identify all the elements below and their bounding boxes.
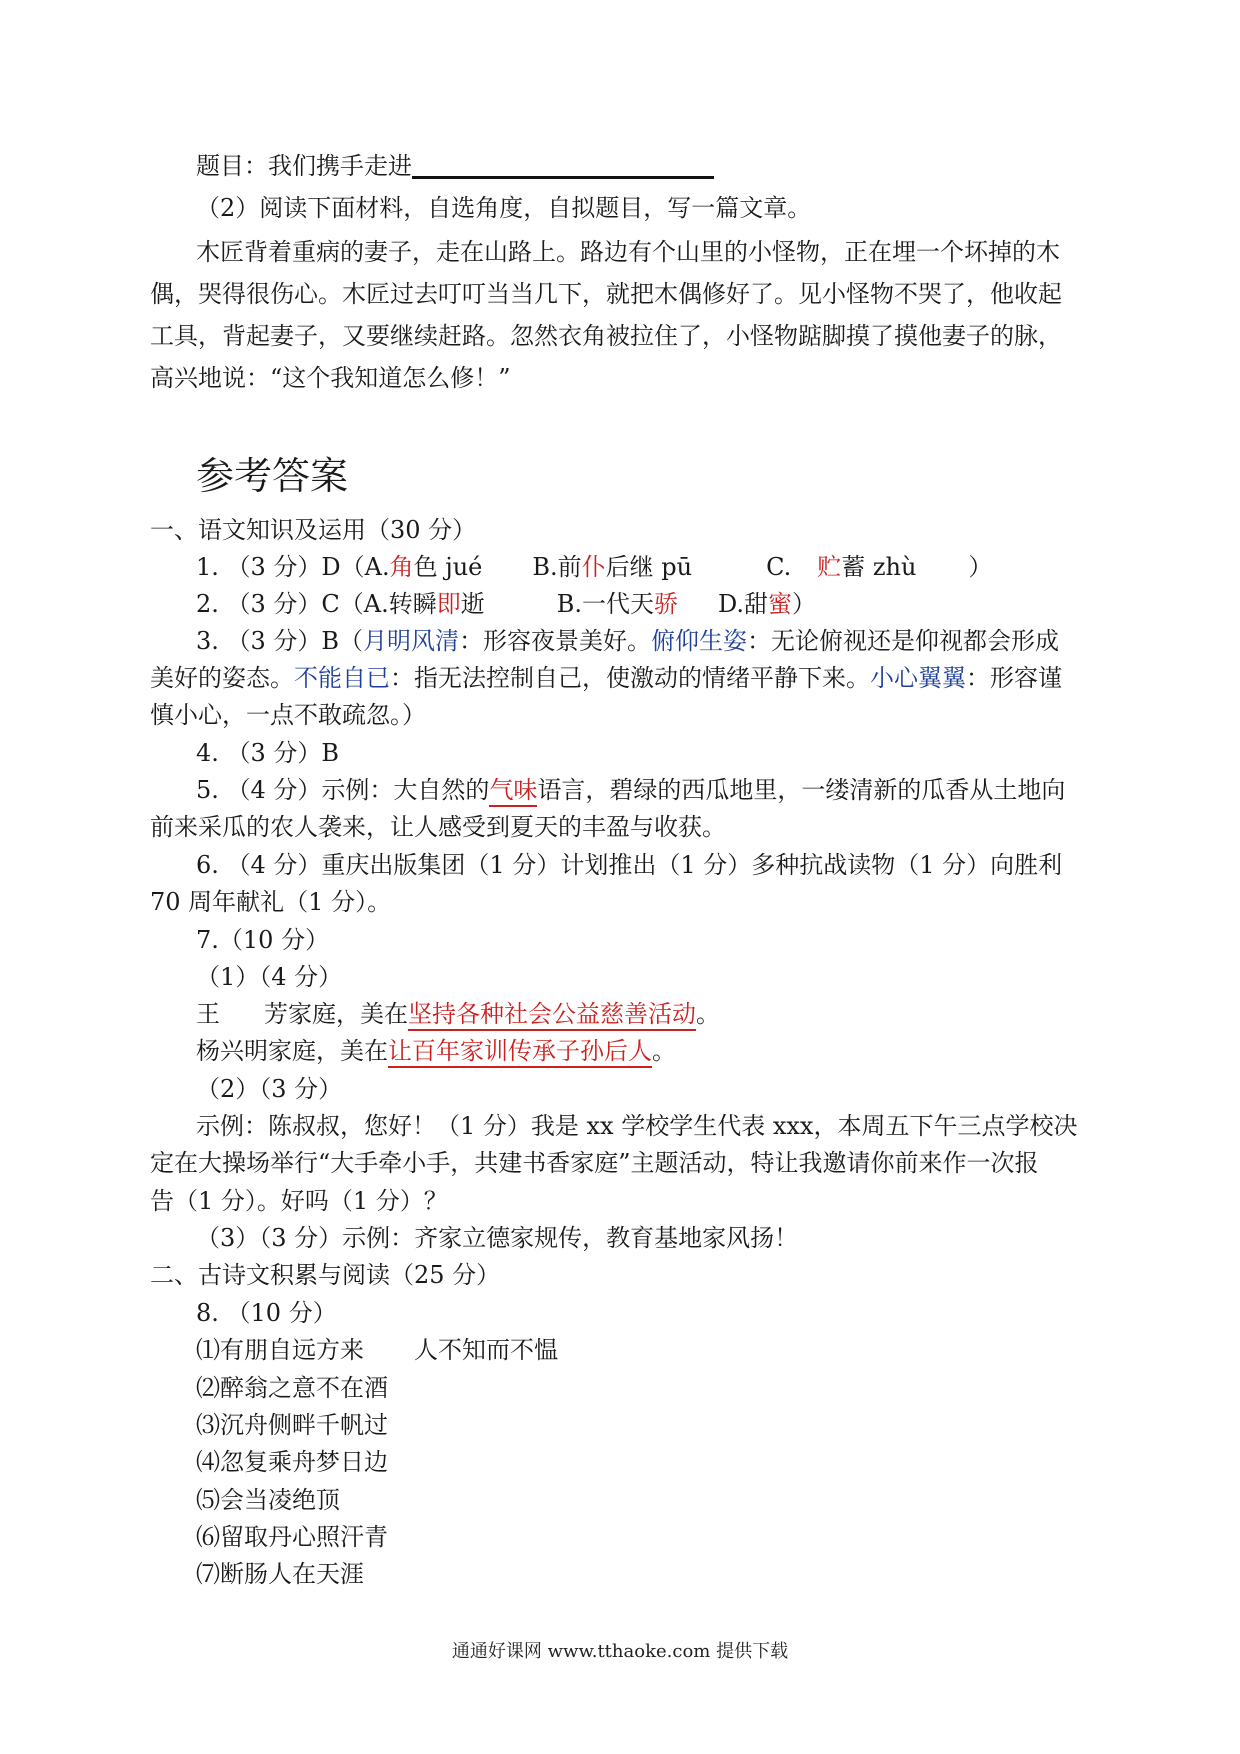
answer-8-line-1: [196, 1334, 558, 1366]
answer-7-wang: [196, 998, 720, 1030]
answer-2-c-char: 蜜: [768, 590, 793, 618]
answer-1-c-lead: C.: [766, 553, 792, 581]
answer-5-lead: 5. （4 分）示例：大自然的: [196, 776, 490, 804]
answer-1-a-rest: 色 jué: [413, 553, 483, 581]
answer-1-close: ）: [968, 553, 993, 581]
idiom-1-def: ：形容夜景美好。: [459, 627, 652, 655]
idiom-4: 小心翼翼: [870, 664, 966, 692]
wang-end: 。: [696, 1000, 720, 1028]
idiom-2-def: ：无论俯视还是仰视都会形成: [747, 627, 1060, 655]
page-footer: 通通好课网 www.tthaoke.com 提供下载: [451, 1641, 789, 1662]
answer-5-keyword: 气味: [489, 776, 537, 807]
topic-blank: [412, 150, 714, 179]
answer-7-part-2-line-2: 定在大操场举行“大手牵小手，共建书香家庭”主题活动，特让我邀请你前来作一次报: [150, 1149, 1039, 1177]
answer-7-part-1: （1）（4 分）: [196, 963, 343, 991]
answer-8-line-4: ⑷忽复乘舟梦日边: [196, 1448, 388, 1476]
yang-answer: 让百年家训传承子孙后人: [388, 1037, 652, 1068]
answer-5-line-2: 前来采瓜的农人袭来，让人感受到夏天的丰盈与收获。: [150, 813, 726, 841]
answer-3-line-1: [196, 625, 1059, 657]
answer-1: [196, 551, 992, 583]
answer-2-a-char: 即: [436, 590, 461, 618]
answer-2-close: ）: [792, 590, 817, 618]
idiom-3-def: ：指无法控制自己，使激动的情绪平静下来。: [390, 664, 870, 692]
answer-7-yang: [196, 1035, 676, 1067]
answer-2-b-char: 骄: [654, 590, 679, 618]
answer-2-b-lead: B.一代天: [556, 590, 655, 618]
yang-end: 。: [652, 1037, 676, 1065]
answer-2-c-lead: D.甜: [718, 590, 769, 618]
answer-1-b-lead: B.前: [532, 553, 582, 581]
answer-1-c-char: 贮: [817, 553, 842, 581]
topic-label: 题目：我们携手走进: [196, 152, 412, 180]
answer-2-lead: 2. （3 分）C（A.转瞬: [196, 590, 437, 618]
answer-7-part-2-line-3: 告（1 分）。好吗（1 分）？: [150, 1187, 448, 1215]
answer-6-line-2: 70 周年献礼（1 分）。: [150, 888, 392, 916]
answer-8-line-7: ⑺断肠人在天涯: [196, 1560, 364, 1588]
answer-8-1b: 人不知而不愠: [414, 1336, 558, 1364]
answer-2: [196, 588, 816, 620]
story-line-4: 高兴地说：“这个我知道怎么修！”: [150, 364, 511, 392]
answer-3-line-3: 慎小心，一点不敢疏忽。）: [150, 701, 426, 729]
answer-8-heading: 8. （10 分）: [196, 1299, 337, 1327]
idiom-3: 不能自已: [294, 664, 390, 692]
idiom-4-def: ：形容谨: [966, 664, 1062, 692]
answer-7-part-3: （3）（3 分）示例：齐家立德家规传，教育基地家风扬！: [196, 1224, 799, 1252]
answer-8-line-2: ⑵醉翁之意不在酒: [196, 1374, 388, 1402]
answers-title: 参考答案: [196, 454, 349, 498]
answer-7-part-2-line-1: 示例：陈叔叔，您好！（1 分）我是 xx 学校学生代表 xxx，本周五下午三点学校决: [196, 1112, 1078, 1140]
idiom-2: 俯仰生姿: [651, 627, 748, 655]
answer-1-c-rest: 蓄 zhù: [841, 553, 917, 581]
idiom-1: 月明风清: [363, 627, 460, 655]
answer-5-line-1: [196, 774, 1065, 806]
answer-8-1a: ⑴有朋自远方来: [196, 1336, 364, 1364]
story-line-2: 偶，哭得很伤心。木匠过去叮叮当当几下，就把木偶修好了。见小怪物不哭了，他收起: [150, 280, 1062, 308]
answer-7-part-2: （2）（3 分）: [196, 1075, 343, 1103]
answer-1-lead: 1. （3 分）D（A.: [196, 553, 390, 581]
answer-5-rest: 语言，碧绿的西瓜地里，一缕清新的瓜香从土地向: [537, 776, 1066, 804]
topic-line: [196, 150, 714, 182]
idiom-2-def-cont: 美好的姿态。: [150, 664, 294, 692]
answer-3-lead: 3. （3 分）B（: [196, 627, 364, 655]
answer-8-line-3: ⑶沉舟侧畔千帆过: [196, 1411, 388, 1439]
answer-2-a-rest: 逝: [460, 590, 485, 618]
answer-1-a-char: 角: [389, 553, 414, 581]
yang-family: 杨兴明家庭，美在: [196, 1037, 388, 1065]
story-line-3: 工具，背起妻子，又要继续赶路。忽然衣角被拉住了，小怪物踮脚摸了摸他妻子的脉，: [150, 322, 1062, 350]
answer-3-line-2: [150, 662, 1062, 694]
answer-8-line-5: ⑸会当凌绝顶: [196, 1486, 340, 1514]
answer-6-line-1: 6. （4 分）重庆出版集团（1 分）计划推出（1 分）多种抗战读物（1 分）向胜利: [196, 851, 1063, 879]
wang-surname: 王: [196, 1000, 220, 1028]
story-line-1: 木匠背着重病的妻子，走在山路上。路边有个山里的小怪物，正在埋一个坏掉的木: [196, 238, 1060, 266]
task-2: （2）阅读下面材料，自选角度，自拟题目，写一篇文章。: [196, 194, 812, 222]
answer-1-b-rest: 后继 pū: [605, 553, 693, 581]
wang-answer: 坚持各种社会公益慈善活动: [408, 1000, 696, 1031]
answer-1-b-char: 仆: [581, 553, 606, 581]
section-2-heading: 二、古诗文积累与阅读（25 分）: [150, 1261, 501, 1289]
section-1-heading: 一、语文知识及运用（30 分）: [150, 516, 477, 544]
answer-4: 4. （3 分）B: [196, 739, 340, 767]
wang-family: 芳家庭，美在: [264, 1000, 408, 1028]
answer-7-heading: 7.（10 分）: [196, 926, 330, 954]
answer-8-line-6: ⑹留取丹心照汗青: [196, 1523, 388, 1551]
